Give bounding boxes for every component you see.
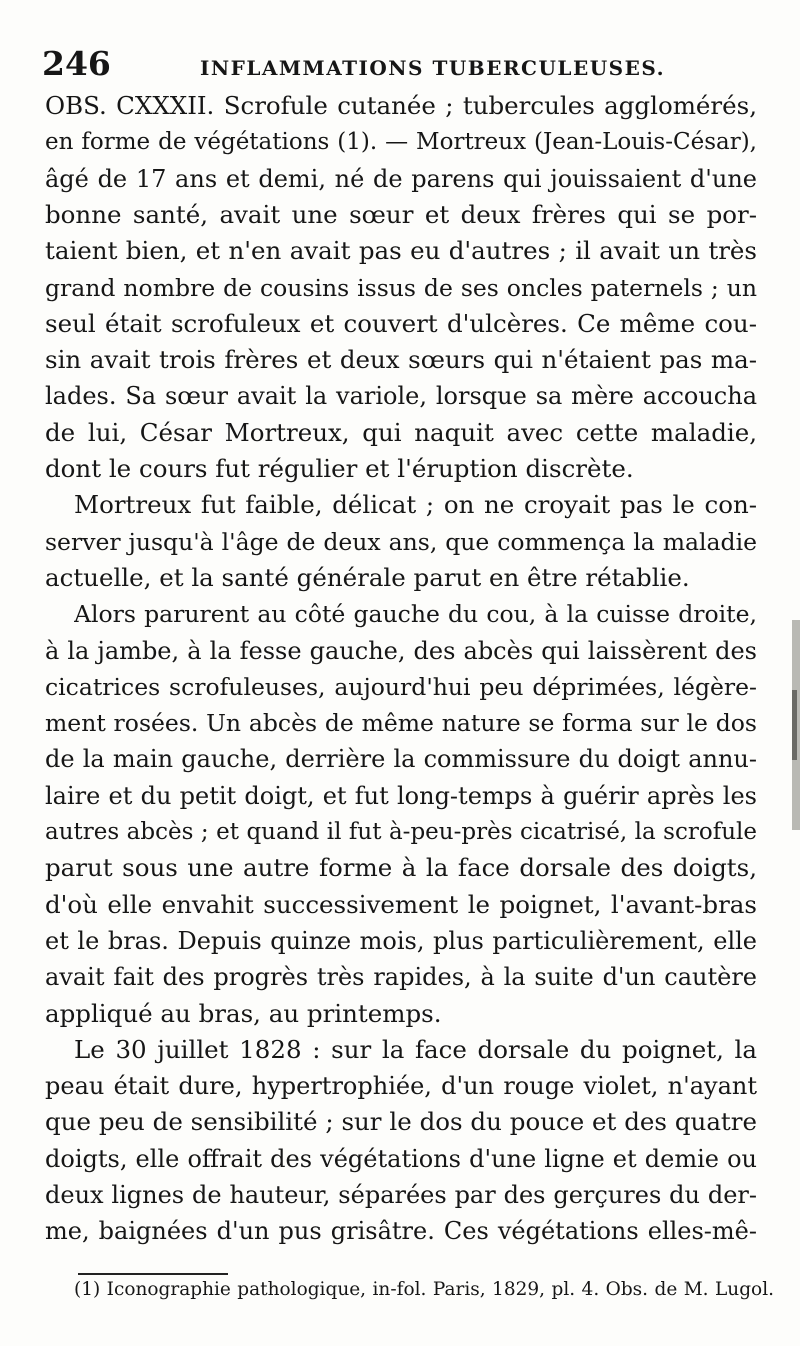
text-line: à la jambe, à la fesse gauche, des abcès qui laissèrent des [45, 636, 757, 665]
page-edge-shadow-dark [792, 690, 797, 760]
text-line: me, baignées d'un pus grisâtre. Ces végétations elles-mê- [45, 1217, 757, 1246]
text-line: de lui, César Mortreux, qui naquit avec cette maladie, [45, 417, 757, 447]
text-line: cicatrices scrofuleuses, aujourd'hui peu déprimées, légère- [45, 672, 757, 701]
text-line: actuelle, et la santé générale parut en être rétablie. [45, 562, 690, 592]
text-line: taient bien, et n'en avait pas eu d'autres ; il avait un très [45, 236, 757, 266]
text-line: que peu de sensibilité ; sur le dos du pouce et des quatre [45, 1107, 757, 1137]
text-line: appliqué au bras, au printemps. [45, 998, 442, 1028]
text-line: Alors parurent au côté gauche du cou, à la cuisse droite, [74, 600, 757, 629]
page-header [42, 44, 762, 88]
text-line: en forme de végétations (1). — Mortreux (Jean-Louis-César), [45, 129, 757, 156]
text-line: doigts, elle offrait des végétations d'une ligne et demie ou [45, 1144, 757, 1173]
text-line: server jusqu'à l'âge de deux ans, que commença la maladie [45, 527, 757, 556]
text-line: peau était dure, hypertrophiée, d'un rouge violet, n'ayant [45, 1072, 757, 1101]
text-line: sin avait trois frères et deux sœurs qui n'étaient pas ma- [45, 345, 757, 375]
text-line: Le 30 juillet 1828 : sur la face dorsale du poignet, la [74, 1034, 757, 1064]
page-number: 246 [42, 44, 111, 83]
text-line: autres abcès ; et quand il fut à-peu-près cicatrisé, la scrofule [45, 819, 757, 845]
text-line: âgé de 17 ans et demi, né de parens qui jouissaient d'une [45, 164, 757, 193]
text-line: lades. Sa sœur avait la variole, lorsque sa mère accoucha [45, 382, 757, 411]
text-line: bonne santé, avait une sœur et deux frères qui se por- [45, 199, 757, 229]
text-line: d'où elle envahit successivement le poignet, l'avant-bras [45, 889, 757, 919]
text-line: ment rosées. Un abcès de même nature se forma sur le dos [45, 709, 757, 738]
text-line: grand nombre de cousins issus de ses oncles paternels ; un [45, 273, 757, 302]
text-line: Mortreux fut faible, délicat ; on ne croyait pas le con- [74, 490, 757, 520]
text-line: OBS. CXXXII. Scrofule cutanée ; tubercules agglomérés, [45, 91, 757, 120]
text-line: laire et du petit doigt, et fut long-temps à guérir après les [45, 781, 757, 810]
text-line: dont le cours fut régulier et l'éruption discrète. [45, 454, 634, 483]
text-line: parut sous une autre forme à la face dorsale des doigts, [45, 853, 757, 883]
footnote: (1) Iconographie pathologique, in-fol. Paris, 1829, pl. 4. Obs. de M. Lugol. [74, 1279, 774, 1300]
text-line: et le bras. Depuis quinze mois, plus particulièrement, elle [45, 926, 757, 955]
text-line: seul était scrofuleux et couvert d'ulcères. Ce même cou- [45, 308, 757, 338]
text-line: deux lignes de hauteur, séparées par des gerçures du der- [45, 1181, 757, 1209]
text-line: de la main gauche, derrière la commissure du doigt annu- [45, 745, 757, 774]
text-line: avait fait des progrès très rapides, à la suite d'un cautère [45, 963, 757, 992]
running-head: INFLAMMATIONS TUBERCULEUSES. [200, 56, 666, 80]
